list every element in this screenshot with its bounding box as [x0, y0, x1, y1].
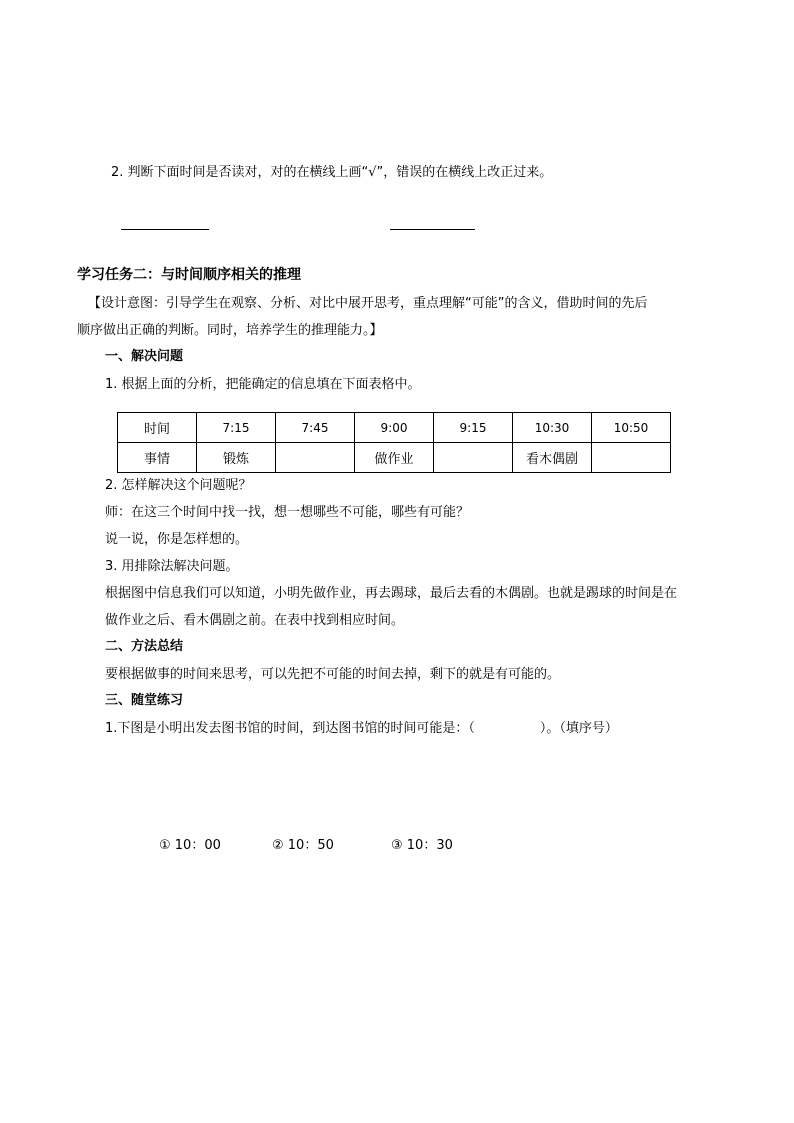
table-cell: 做作业: [355, 443, 434, 473]
table-cell: 时间: [118, 413, 197, 443]
option-3[interactable]: ③ 10：30: [391, 838, 453, 853]
table-cell: 10:50: [592, 413, 671, 443]
task2-heading: 学习任务二：与时间顺序相关的推理: [77, 267, 301, 283]
table-cell: 7:15: [197, 413, 276, 443]
option-1[interactable]: ① 10：00: [159, 838, 221, 853]
section2-heading: 二、方法总结: [105, 639, 184, 654]
time-event-table: [117, 412, 671, 473]
teacher-line: 师：在这三个时间中找一找，想一想哪些不可能，哪些有可能？: [105, 505, 470, 520]
option-2[interactable]: ② 10：50: [272, 838, 334, 853]
table-row-events: [118, 443, 671, 473]
item3: 3. 用排除法解决问题。: [105, 559, 239, 574]
design-intent-line2: 顺序做出正确的判断。同时，培养学生的推理能力。】: [77, 323, 383, 338]
table-cell: 锻炼: [197, 443, 276, 473]
section3-heading: 三、随堂练习: [105, 693, 184, 708]
table-cell: 事情: [118, 443, 197, 473]
say-line: 说一说，你是怎样想的。: [105, 532, 249, 547]
item2: 2. 怎样解决这个问题呢？: [105, 478, 252, 493]
table-cell-empty[interactable]: [434, 443, 513, 473]
section1-heading: 一、解决问题: [105, 349, 184, 364]
table-cell: 9:00: [355, 413, 434, 443]
table-cell-empty[interactable]: [592, 443, 671, 473]
summary-line: 要根据做事的时间来思考，可以先把不可能的时间去掉，剩下的就是有可能的。: [105, 667, 561, 682]
table-cell: 9:15: [434, 413, 513, 443]
table-cell: 10:30: [513, 413, 592, 443]
answer-line-1[interactable]: [121, 229, 209, 230]
table-cell-empty[interactable]: [276, 443, 355, 473]
design-intent-line1: 【设计意图：引导学生在观察、分析、对比中展开思考，重点理解“可能”的含义，借助时间的先后: [88, 296, 648, 311]
answer-line-2[interactable]: [390, 229, 475, 230]
reason-line1: 根据图中信息我们可以知道，小明先做作业，再去踢球，最后去看的木偶剧。也就是踢球的时间是在: [105, 586, 678, 601]
table-row-times: [118, 413, 671, 443]
reason-line2: 做作业之后、看木偶剧之前。在表中找到相应时间。: [105, 613, 405, 628]
item1: 1. 根据上面的分析，把能确定的信息填在下面表格中。: [105, 377, 421, 392]
question-2-intro: 2. 判断下面时间是否读对，对的在横线上画“√”，错误的在横线上改正过来。: [111, 165, 553, 180]
table-cell: 7:45: [276, 413, 355, 443]
table-cell: 看木偶剧: [513, 443, 592, 473]
practice-question-1: 1.下图是小明出发去图书馆的时间，到达图书馆的时间可能是：（ ）。（填序号）: [105, 721, 618, 736]
